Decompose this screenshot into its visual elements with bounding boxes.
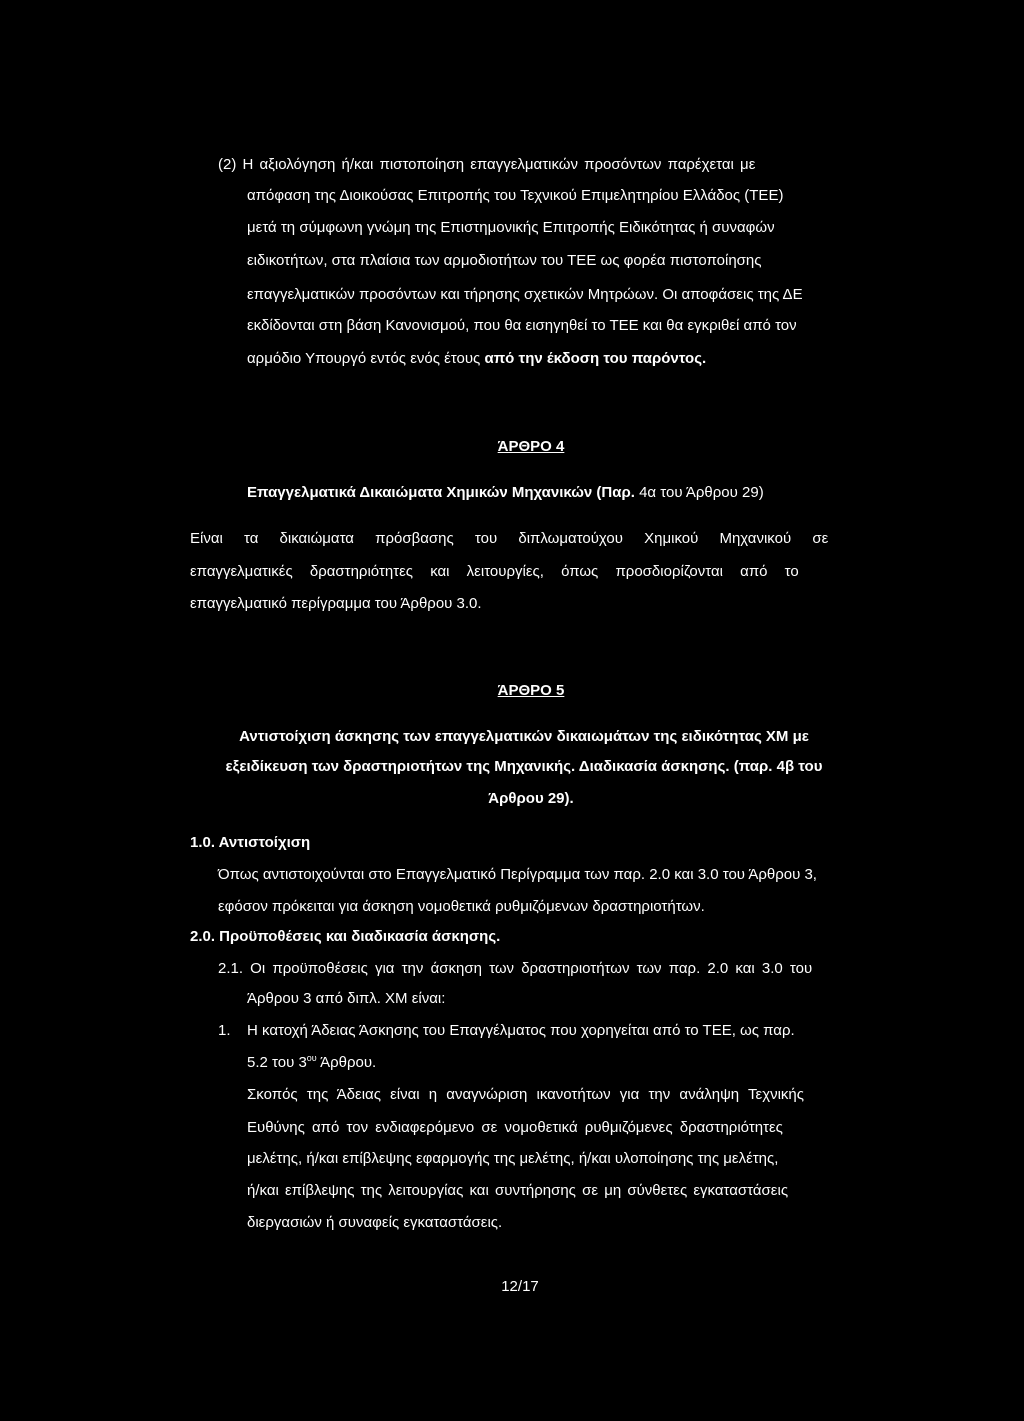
section-2-1-line-1: 2.1. Οι προϋποθέσεις για την άσκηση των δραστηριοτήτων των παρ. 2.0 και 3.0 του — [218, 960, 813, 977]
section-1-line-1: Όπως αντιστοιχούνται στο Επαγγελματικό Περίγραμμα των παρ. 2.0 και 3.0 του Άρθρου 3, — [218, 866, 817, 883]
para-2-line-7 — [247, 350, 706, 367]
article-5-heading-1: Αντιστοίχιση άσκησης των επαγγελματικών δικαιωμάτων της ειδικότητας ΧΜ με — [239, 728, 809, 745]
article-5-heading-2: εξειδίκευση των δραστηριοτήτων της Μηχανικής. Διαδικασία άσκησης. (παρ. 4β του — [225, 758, 823, 775]
item-1-line-2 — [247, 1054, 376, 1071]
item-1-paragraph-line-4: ή/και επίβλεψης της λειτουργίας και συντήρησης σε μη σύνθετες εγκαταστάσεις — [247, 1182, 789, 1199]
section-2-heading: 2.0. Προϋποθέσεις και διαδικασία άσκησης. — [190, 928, 501, 945]
item-1-paragraph-line-3: μελέτης, ή/και επίβλεψης εφαρμογής της μελέτης, ή/και υλοποίησης της μελέτης, — [247, 1150, 779, 1167]
para-2-line-5: επαγγελματικών προσόντων και τήρησης σχετικών Μητρώων. Οι αποφάσεις της ΔΕ — [247, 286, 803, 303]
article-4-subtitle — [247, 484, 764, 501]
article-4-title: ΆΡΘΡΟ 4 — [497, 438, 565, 455]
para-2-line-7-text: αρμόδιο Υπουργό εντός ενός έτους — [247, 350, 485, 367]
section-1-heading: 1.0. Αντιστοίχιση — [190, 834, 311, 851]
article-4-subtitle-bold: Επαγγελματικά Δικαιώματα Χημικών Μηχανικών (Παρ. — [247, 484, 640, 501]
article-4-line-2: επαγγελματικές δραστηριότητες και λειτουργίες, όπως προσδιορίζονται από το — [190, 563, 799, 580]
item-1-paragraph-line-5: διεργασιών ή συναφείς εγκαταστάσεις. — [247, 1214, 503, 1231]
item-1-number: 1. — [218, 1022, 231, 1039]
article-5-title: ΆΡΘΡΟ 5 — [497, 682, 565, 699]
para-2-line-7-bold: από την έκδοση του παρόντος. — [484, 350, 707, 367]
para-2-line-2: απόφαση της Διοικούσας Επιτροπής του Τεχνικού Επιμελητηρίου Ελλάδος (ΤΕΕ) — [247, 187, 784, 204]
article-5-heading-3: Άρθρου 29). — [488, 790, 574, 807]
para-2-line-3: μετά τη σύμφωνη γνώμη της Επιστημονικής Επιτροπής Ειδικότητας ή συναφών — [247, 219, 775, 236]
article-4-line-3: επαγγελματικό περίγραμμα του Άρθρου 3.0. — [190, 595, 482, 612]
item-1-line-1: Η κατοχή Άδειας Άσκησης του Επαγγέλματος που χορηγείται από το ΤΕΕ, ως παρ. — [247, 1022, 795, 1039]
section-1-line-2: εφόσον πρόκειται για άσκηση νομοθετικά ρυθμιζόμενων δραστηριοτήτων. — [218, 898, 705, 915]
item-1-line-2-end: Άρθρου. — [316, 1054, 377, 1071]
page-number: 12/17 — [501, 1278, 539, 1295]
para-2-line-4: ειδικοτήτων, στα πλαίσια των αρμοδιοτήτων του ΤΕΕ ως φορέα πιστοποίησης — [247, 252, 762, 269]
item-1-line-2-text: 5.2 του 3 — [247, 1054, 307, 1071]
article-4-subtitle-rest: 4α του Άρθρου 29) — [639, 484, 764, 501]
section-2-1-line-2: Άρθρου 3 από διπλ. ΧΜ είναι: — [247, 990, 446, 1007]
item-1-paragraph-line-2: Ευθύνης από τον ενδιαφερόμενο σε νομοθετικά ρυθμιζόμενες δραστηριότητες — [247, 1119, 783, 1136]
para-2-line-1: (2) Η αξιολόγηση ή/και πιστοποίηση επαγγελματικών προσόντων παρέχεται με — [218, 156, 756, 173]
article-4-line-1: Είναι τα δικαιώματα πρόσβασης του διπλωματούχου Χημικού Μηχανικού σε — [190, 530, 829, 547]
para-2-line-6: εκδίδονται στη βάση Κανονισμού, που θα εισηγηθεί το ΤΕΕ και θα εγκριθεί από τον — [247, 317, 797, 334]
item-1-paragraph-line-1: Σκοπός της Άδειας είναι η αναγνώριση ικανοτήτων για την ανάληψη Τεχνικής — [247, 1086, 804, 1103]
item-1-ordinal-sup: ου — [306, 1053, 317, 1063]
